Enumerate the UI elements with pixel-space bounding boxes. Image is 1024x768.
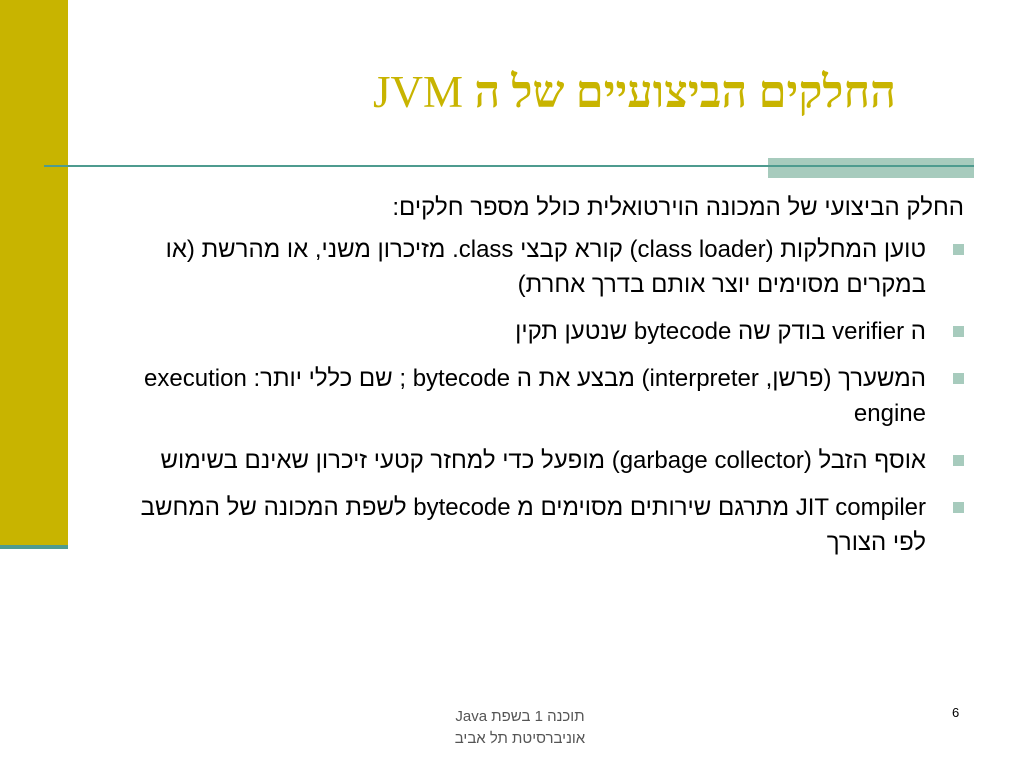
- slide-title-hebrew: החלקים הביצועיים של ה: [474, 67, 896, 117]
- intro-text: החלק הביצועי של המכונה הוירטואלית כולל מספר חלקים:: [392, 194, 964, 221]
- bullet-square-icon: [953, 373, 964, 384]
- title-accent-block: [768, 158, 974, 178]
- bullet-text: אוסף הזבל (garbage collector) מופעל כדי למחזר קטעי זיכרון שאינם בשימוש: [160, 447, 926, 474]
- footer: [400, 706, 640, 750]
- bullet-text: JIT compiler מתרגם שירותים מסוימים מ bytecode לשפת המכונה של המחשב לפי הצורך: [140, 494, 926, 556]
- slide-title-jvm: JVM: [373, 67, 464, 117]
- footer-university: אוניברסיטת תל אביב: [454, 730, 586, 747]
- bullet-text: ה verifier בודק שה bytecode שנטען תקין: [515, 318, 926, 345]
- slide-title: [373, 66, 896, 118]
- bullet-square-icon: [953, 326, 964, 337]
- bullet-square-icon: [953, 502, 964, 513]
- bullet-square-icon: [953, 244, 964, 255]
- bullet-item: [124, 314, 964, 349]
- bullet-item: [124, 361, 964, 431]
- title-accent-block-rule: [768, 165, 974, 167]
- bullet-square-icon: [953, 455, 964, 466]
- footer-course: תוכנה 1 בשפת Java: [455, 708, 585, 725]
- left-accent-bar-rule: [0, 545, 68, 549]
- bullet-item: [124, 232, 964, 302]
- bullet-text: המשערך (פרשן, interpreter) מבצע את ה bytecode ; שם כללי יותר: execution engine: [144, 365, 926, 427]
- bullet-text: טוען המחלקות (class loader) קורא קבצי class. מזיכרון משני, או מהרשת (או במקרים מסוימים יוצר אותם בדרך אחרת): [165, 236, 926, 298]
- bullet-item: [124, 443, 964, 478]
- bullet-item: [124, 490, 964, 560]
- page-number: 6: [952, 705, 960, 720]
- left-accent-bar: [0, 0, 68, 545]
- slide-body: [124, 190, 964, 572]
